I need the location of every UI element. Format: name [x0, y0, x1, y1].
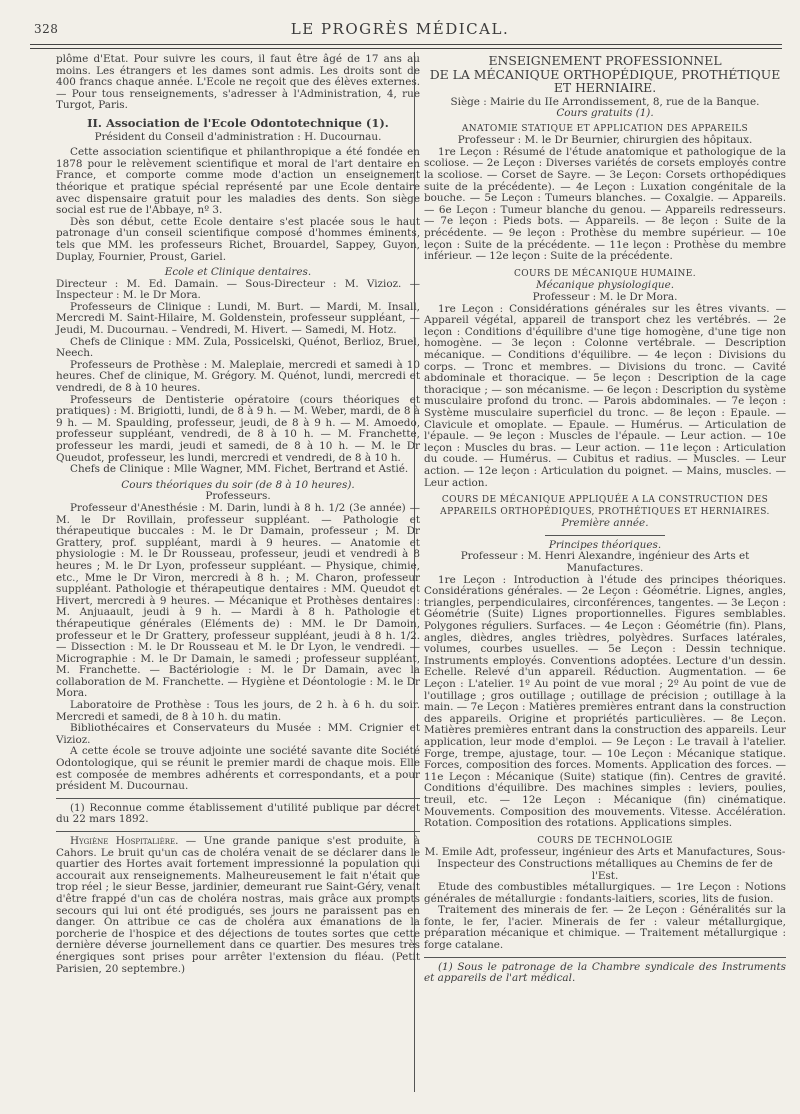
footnote: (1) Reconnue comme établissement d'utilité publique par décret du 22 mars 1892. — [56, 801, 420, 826]
paragraph: Laboratoire de Prothèse : Tous les jours, de 2 h. à 6 h. du soir. Mercredi et samedi, de 8 à 10 h. du matin. — [56, 699, 420, 723]
news-heading: Hygiène Hospitalière. — [70, 835, 179, 847]
paragraph: Professeurs de Dentisterie opératoire (cours théoriques et pratiques) : M. Brigiotti, lundi, de 8 à 9 h. — M. Weber, mardi, de 8 à 9 h. — M. Spaulding, professeur, jeudi, de 8 à 9 h. — M. Amoedo, professeur suppléant, vendredi, de 8 à 10 h. — M. Franchette, professeur les mardi, jeudi et samedi, de 8 à 10 h. — M. le Dr Queudot, professeur, les lundi, mercredi et vendredi, de 8 à 10 h. — [56, 393, 420, 464]
paragraph: Professeurs de Prothèse : M. Maleplaie, mercredi et samedi à 10 heures. Chef de clinique, M. Grégory. M. Quénot, lundi, mercredi et vendredi, de 8 à 10 heures. — [56, 358, 420, 395]
header-rule — [30, 44, 782, 49]
paragraph: 1re Leçon : Considérations générales sur les êtres vivants. — Appareil végétal, appareil de transport chez les vertébrés. — 2e leçon : Conditions d'équilibre d'une tige homogène, d'une tige non homogène. — 3e leçon : Colonne vertébrale. — Description mécanique. — Conditions d'équilibre. — 4e leçon : Divisions du corps. — Tronc et membres. — Divisions du tronc. — Cavité abdominale et thoracique. — 5e leçon : Description de la cage thoracique ; — son mécanisme. — 6e leçon : Description du système musculaire profond du tronc. — Parois abdominales. — 7e leçon : Système musculaire superficiel du tronc. — 8e leçon : Epaule. — Clavicule et omoplate. — Epaule. — Humérus. — Articulation de l'épaule. — 9e leçon : Muscles de l'épaule. — Leur action. — 10e leçon : Muscles du bras. — Leur action. — 11e leçon : Articulation du coude. — Humérus. — Cubitus et radius. — Muscles. — Leur action. — 12e leçon : Articulation du poignet. — Mains, muscles. — Leur action. — [424, 302, 786, 489]
course-professor: Professeur : M. le Dr Beurnier, chirurgien des hôpitaux. — [457, 134, 753, 147]
course-title: COURS DE TECHNOLOGIE — [537, 835, 673, 846]
course-title: ANATOMIE STATIQUE ET APPLICATION DES APPAREILS — [461, 123, 749, 134]
paragraph: Traitement des minerais de fer. — 2e Leçon : Généralités sur la fonte, le fer, l'acier. Minerais de fer : valeur métallurgique, préparation mécanique et chimique. — Traitement métallurgique : forge catalane. — [424, 904, 786, 952]
subsection-title: Cours théoriques du soir (de 8 à 10 heures). — [121, 478, 355, 491]
right-column — [424, 54, 786, 985]
page-number: 328 — [34, 22, 59, 36]
course-professor: Professeur : M. Henri Alexandre, ingénieur des Arts et Manufactures. — [460, 550, 750, 575]
divider — [424, 957, 786, 958]
course-title: COURS DE MÉCANIQUE HUMAINE. — [513, 268, 697, 279]
subsection-title: Ecole et Clinique dentaires. — [164, 266, 312, 279]
paragraph: Chefs de Clinique : MM. Zula, Possicelski, Quénot, Berlioz, Bruel, Neech. — [56, 335, 420, 360]
paragraph: Etude des combustibles métallurgiques. — 1re Leçon : Notions générales de métallurgie : fondants-laitiers, scories, lits de fusion. — [424, 881, 786, 905]
paragraph: plôme d'Etat. Pour suivre les cours, il faut être âgé de 17 ans au moins. Les étrangers et les dames sont admis. Les droits sont de 400 francs chaque année. L'Ecole ne reçoit que des élèves externes. — Pour tous renseignements, s'adresser à l'Administration, 4, rue Turgot, Paris. — [56, 53, 420, 112]
direction-line: Directeur : M. Ed. Damain. — Sous-Directeur : M. Vizioz. — Inspecteur : M. le Dr Mora. — [56, 277, 420, 302]
paragraph: Chefs de Clinique : Mlle Wagner, MM. Fichet, Bertrand et Astié. — [70, 463, 409, 476]
paragraph: Cette association scientifique et philanthropique a été fondée en 1878 pour le relèvement scientifique et moral de l'art dentaire en France, et comporte comme mode d'action un enseignement théorique et pratique spécial représenté par une Ecole dentaire avec dispensaire gratuit pour les maladies des dents. Son siège social est rue de l'Abbaye, nº 3. — [56, 146, 420, 217]
paragraph: Dès son début, cette Ecole dentaire s'est placée sous le haut patronage d'un conseil scientifique composé d'hommes éminents, tels que MM. les professeurs Richet, Brouardel, Sappey, Guyon, Duplay, Fournier, Proust, Gariel. — [56, 215, 420, 263]
subsection-subtitle: Professeurs. — [205, 490, 271, 503]
siege-line: Siège : Mairie du IIe Arrondissement, 8, rue de la Banque. — [450, 95, 760, 108]
course-subtitle: Mécanique physiologique. — [535, 279, 675, 292]
paragraph: A cette école se trouve adjointe une société savante dite Société Odontologique, qui se réunit le premier mardi de chaque mois. Elle est composée de membres adhérents et correspondants, et a pour président M. Ducournau. — [56, 745, 420, 793]
paragraph: Professeurs de Clinique : Lundi, M. Burt. — Mardi, M. Insall, Mercredi M. Saint-Hilaire, M. Goldenstein, professeur suppléant, — Jeudi, M. Ducournau. – Vendredi, M. Hivert. — Samedi, M. Hotz. — [56, 300, 420, 337]
left-column — [56, 54, 420, 975]
paragraph: Professeur d'Anesthésie : M. Darin, lundi à 8 h. 1/2 (3e année) — M. le Dr Rovillain, professeur suppléant. — Pathologie et thérapeutique buccales : M. le Dr Damain, professeur ; M. Dr Grattery, prof. suppléant, mardi à 9 heures. — Anatomie et physiologie : M. le Dr Rousseau, professeur, jeudi et vendredi à 8 heures ; M. le Dr Lyon, professeur suppléant. — Physique, chimie, etc., Mme le Dr Viron, mercredi à 8 h. ; M. Charon, professeur suppléant. Pathologie et thérapeutique dentaires : MM. Queudot et Hivert, mercredi à 9 heures. — Mécanique et Prothèses dentaires : M. Anjuaault, jeudi à 9 h. — Mardi à 8 h. Pathologie et thérapeutique générales (Eléments de) : MM. le Dr Damoin, professeur et le Dr Grattery, professeur suppléant, jeudi à 8 h. 1/2. — Dissection : M. le Dr Rousseau et M. le Dr Lyon, le vendredi. — Micrographie : M. le Dr Damain, le samedi ; professeur suppléant, M. Franchette. — Bactériologie : M. le Dr Damain, avec la collaboration de M. Franchette. — Hygiène et Déontologie : M. le Dr Mora. — [56, 501, 420, 700]
course-professor: M. Emile Adt, professeur, ingénieur des Arts et Manufactures, Sous-Inspecteur des Constructions métalliques au Chemins de fer de l'Est. — [424, 846, 786, 882]
president-line: Président du Conseil d'administration : H. Ducournau. — [94, 130, 382, 143]
divider — [56, 831, 420, 832]
footnote: (1) Sous le patronage de la Chambre syndicale des Instruments et appareils de l'art médical. — [424, 960, 786, 985]
paragraph: 1re Leçon : Introduction à l'étude des principes théoriques. Considérations générales. — 2e Leçon : Géométrie. Lignes, angles, triangles, perpendiculaires, circonférences, tangentes. — 3e Leçon : Géométrie (Suite) Lignes proportionnelles. Figures semblables. Polygones réguliers. Surfaces. — 4e Leçon : Géométrie (fin). Plans, angles, dièdres, angles trièdres, polyèdres. Surfaces latérales, volumes, courbes usuelles. — 5e Leçon : Dessin technique. Instruments employés. Conventions adoptées. Lecture d'un dessin. Echelle. Relevé d'un appareil. Réduction. Augmentation. — 6e Leçon : L'atelier. 1º Au point de vue moral ; 2º Au point de vue de l'outillage ; gros outillage ; outillage de précision ; outillage à la main. — 7e Leçon : Matières premières entrant dans la construction des appareils. Origine et propriétés particulières. — 8e Leçon. Matières premières entrant dans la construction des appareils. Leur application, leur mode d'emploi. — 9e Leçon : Le travail à l'atelier. Forge, trempe, ajustage, tour. — 10e Leçon : Mécanique statique. Forces, composition des forces. Moments. Application des forces. — 11e Leçon : Mécanique (Suite) statique (fin). Centres de gravité. Conditions d'équilibre. Des machines simples : leviers, poulies, treuil, etc. — 12e Leçon : Mécanique (fin) cinématique. Mouvements. Composition des mouvements. Vitesse. Accélération. Rotation. Composition des rotations. Applications simples. — [424, 573, 786, 830]
section-title: II. Association de l'Ecole Odontotechnique (1). — [87, 115, 389, 130]
course-subtitle: Première année. — [561, 517, 649, 530]
course-title: COURS DE MÉCANIQUE APPLIQUÉE A LA CONSTRUCTION DES APPAREILS ORTHOPÉDIQUES, PROTHÉTIQUES ET HERNIAIRES. — [440, 495, 770, 517]
divider — [545, 535, 665, 536]
paragraph: Bibliothécaires et Conservateurs du Musée : MM. Crignier et Vizioz. — [56, 722, 420, 746]
section-title: ENSEIGNEMENT PROFESSIONNEL — [488, 53, 722, 68]
course-professor: Professeur : M. le Dr Mora. — [532, 291, 678, 303]
paragraph: 1re Leçon : Résumé de l'étude anatomique et pathologique de la scoliose. — 2e Leçon : Diverses variétés de corsets employés contre la scoliose. — Corset de Sayre. — 3e Leçon: Corsets orthopédiques suite de la précédente). — 4e Leçon : Luxation congénitale de la bouche. — 5e Leçon : Tumeurs blanches. — Coxalgie. — Appareils. — 6e Leçon : Tumeur blanche du genou. — Appareils redresseurs. — 7e leçon : Pieds bots. — Appareils. — 8e leçon : Suite de la précédente. — 9e leçon : Prothèse du membre supérieur. — 10e leçon : Suite de la précédente. — 11e leçon : Prothèse du membre inférieur. — 12e leçon : Suite de la précédente. — [424, 145, 786, 263]
journal-title: LE PROGRÈS MÉDICAL. — [290, 20, 510, 38]
section-title: DE LA MÉCANIQUE ORTHOPÉDIQUE, PROTHÉTIQUE ET HERNIAIRE. — [429, 66, 781, 95]
course-subtitle: Principes théoriques. — [548, 538, 662, 551]
news-text: — Une grande panique s'est produite, à Cahors. Le bruit qu'un cas de choléra venait de se déclarer dans le quartier des Hortes avait fortement impressionné la population qui accourait aux renseignements. Malheureusement le fait n'était que trop réel ; le sieur Besse, jardinier, demeurant rue Saint-Géry, venait d'être frappé d'un cas de choléra nostras, mais grâce aux prompts secours qui lui ont été prodigués, ses jours ne paraissent pas en danger. On attribue ce cas de choléra aux émanations de la porcherie de l'hospice et des déjections de toutes sortes que cette dernière déverse journellement dans ce quartier. Des mesures très énergiques sont prises pour arrêter l'extension du fléau. (Petit Parisien, 20 septembre.) — [56, 835, 420, 975]
subsection-title: Cours gratuits (1). — [556, 107, 654, 120]
divider — [56, 798, 420, 799]
